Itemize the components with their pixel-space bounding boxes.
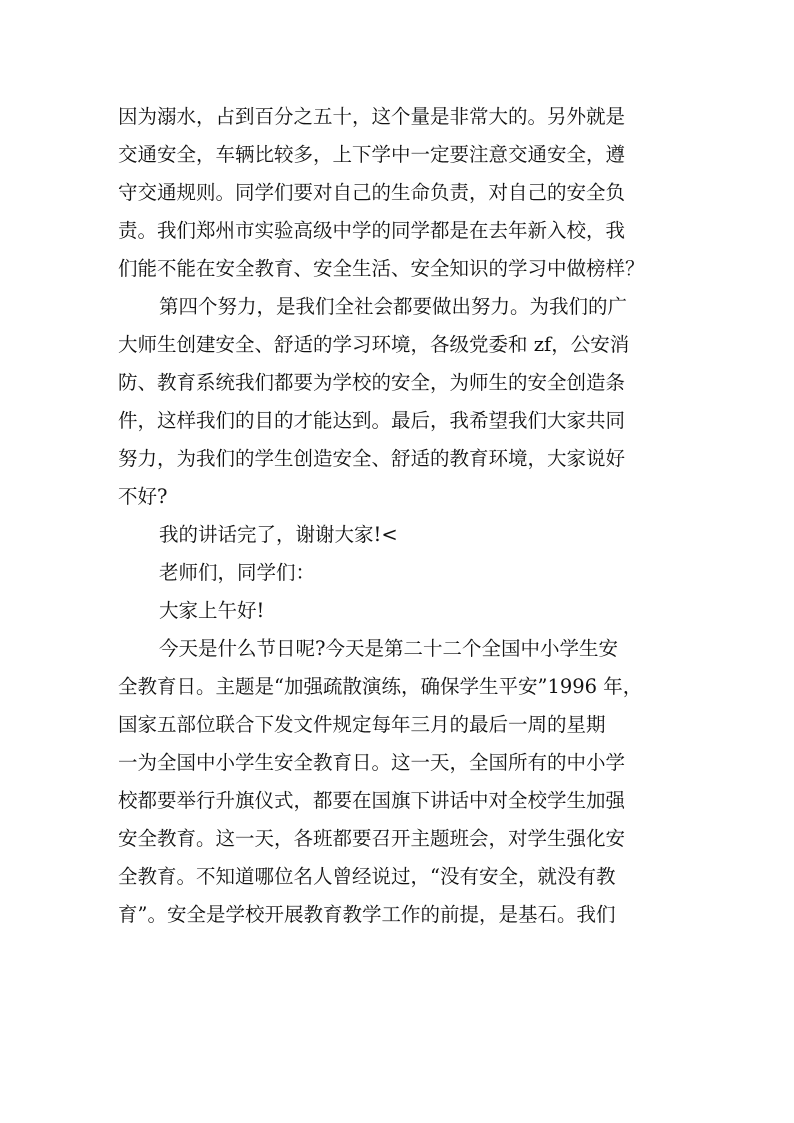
text-line: 全教育日。主题是“加强疏散演练，确保学生平安”1996 年， bbox=[118, 675, 643, 698]
text-line: 育”。安全是学校开展教育教学工作的前提，是基石。我们 bbox=[118, 903, 616, 926]
text-line: 防、教育系统我们都要为学校的安全，为师生的安全创造条 bbox=[118, 371, 626, 394]
paragraph bbox=[118, 288, 678, 516]
paragraph bbox=[118, 554, 678, 592]
text-line: 我的讲话完了，谢谢大家!< bbox=[159, 523, 398, 546]
text-line: 大家上午好! bbox=[159, 599, 265, 622]
text-line: 守交通规则。同学们要对自己的生命负责，对自己的安全负 bbox=[118, 181, 626, 204]
paragraph bbox=[118, 630, 678, 934]
text-line: 今天是什么节日呢?今天是第二十二个全国中小学生安 bbox=[159, 637, 618, 660]
text-line: 一为全国中小学生安全教育日。这一天，全国所有的中小学 bbox=[118, 751, 626, 774]
document-page bbox=[118, 98, 678, 934]
text-line: 老师们，同学们： bbox=[159, 561, 316, 584]
text-line: 第四个努力，是我们全社会都要做出努力。为我们的广 bbox=[159, 295, 628, 318]
text-line: 件，这样我们的目的才能达到。最后，我希望我们大家共同 bbox=[118, 409, 626, 432]
text-line: 们能不能在安全教育、安全生活、安全知识的学习中做榜样？ bbox=[118, 257, 645, 280]
text-line: 国家五部位联合下发文件规定每年三月的最后一周的星期 bbox=[118, 713, 606, 736]
text-line: 安全教育。这一天，各班都要召开主题班会，对学生强化安 bbox=[118, 827, 626, 850]
paragraph bbox=[118, 592, 678, 630]
text-line: 交通安全，车辆比较多，上下学中一定要注意交通安全，遵 bbox=[118, 143, 626, 166]
text-line: 校都要举行升旗仪式，都要在国旗下讲话中对全校学生加强 bbox=[118, 789, 626, 812]
text-line: 因为溺水，占到百分之五十，这个量是非常大的。另外就是 bbox=[118, 105, 626, 128]
text-line: 责。我们郑州市实验高级中学的同学都是在去年新入校，我 bbox=[118, 219, 626, 242]
paragraph bbox=[118, 516, 678, 554]
paragraph bbox=[118, 98, 678, 288]
text-line: 不好? bbox=[118, 485, 168, 508]
text-line: 全教育。不知道哪位名人曾经说过，“没有安全，就没有教 bbox=[118, 865, 616, 888]
text-line: 努力，为我们的学生创造安全、舒适的教育环境，大家说好 bbox=[118, 447, 626, 470]
text-line: 大师生创建安全、舒适的学习环境，各级党委和 zf，公安消 bbox=[118, 333, 630, 356]
